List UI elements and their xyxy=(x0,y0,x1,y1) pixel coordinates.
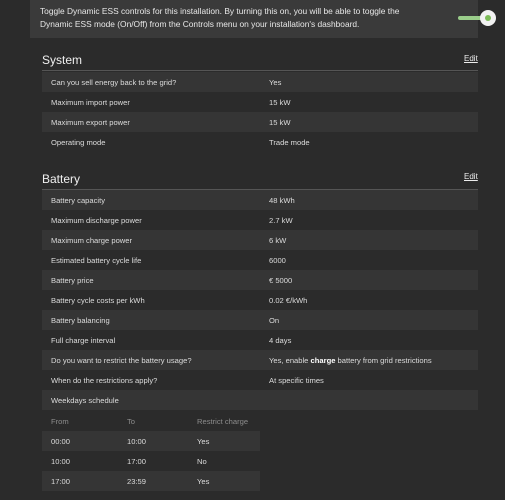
schedule-restrict: Yes xyxy=(197,437,210,446)
battery-row xyxy=(42,330,478,350)
row-label: Maximum charge power xyxy=(51,236,133,245)
battery-row xyxy=(42,390,478,410)
battery-row xyxy=(42,350,478,370)
row-label: Maximum export power xyxy=(51,118,130,127)
battery-section-title: Battery xyxy=(42,172,81,186)
row-label: Battery balancing xyxy=(51,316,110,325)
system-section-title: System xyxy=(42,53,83,67)
row-value: 15 kW xyxy=(269,118,291,127)
schedule-row xyxy=(42,471,260,491)
row-value: 6 kW xyxy=(269,236,287,245)
battery-row xyxy=(42,210,478,230)
row-value: On xyxy=(269,316,280,325)
system-row xyxy=(42,112,478,132)
battery-row xyxy=(42,270,478,290)
row-value: Yes xyxy=(269,78,282,87)
row-value: € 5000 xyxy=(269,276,293,285)
row-label: Battery capacity xyxy=(51,196,106,205)
battery-row xyxy=(42,190,478,210)
schedule-restrict: No xyxy=(197,457,207,466)
schedule-header-from: From xyxy=(51,417,69,426)
schedule-header-row xyxy=(42,411,260,431)
toggle-knob xyxy=(480,10,496,26)
system-row xyxy=(42,132,478,152)
schedule-from: 10:00 xyxy=(51,457,71,466)
row-value: 0.02 €/kWh xyxy=(269,296,308,305)
row-label: Operating mode xyxy=(51,138,106,147)
dynamic-ess-toggle[interactable] xyxy=(454,10,496,26)
schedule-row xyxy=(42,431,260,451)
schedule-to: 17:00 xyxy=(127,457,147,466)
value-text-bold: charge xyxy=(310,356,336,365)
system-divider xyxy=(42,70,478,71)
value-text-post: battery from grid restrictions xyxy=(335,356,432,365)
schedule-header-restrict: Restrict charge xyxy=(197,417,249,426)
battery-row xyxy=(42,310,478,330)
battery-row xyxy=(42,230,478,250)
battery-row xyxy=(42,370,478,390)
row-label: When do the restrictions apply? xyxy=(51,376,158,385)
system-edit-link[interactable]: Edit xyxy=(464,54,478,63)
battery-edit-link[interactable]: Edit xyxy=(464,172,478,181)
schedule-row xyxy=(42,451,260,471)
row-value: 2.7 kW xyxy=(269,216,293,225)
value-text-pre: Yes, enable xyxy=(269,356,311,365)
schedule-to: 23:59 xyxy=(127,477,147,486)
row-label: Maximum import power xyxy=(51,98,130,107)
schedule-from: 00:00 xyxy=(51,437,71,446)
row-label: Can you sell energy back to the grid? xyxy=(51,78,177,87)
row-label: Estimated battery cycle life xyxy=(51,256,142,265)
row-label: Weekdays schedule xyxy=(51,396,119,405)
banner-description: Toggle Dynamic ESS controls for this installation. By turning this on, you will be able to toggle the Dynamic ESS mode (On/Off) from the Controls menu on your installation's dashboard. xyxy=(40,6,400,29)
row-label: Do you want to restrict the battery usage? xyxy=(51,356,192,365)
row-label: Full charge interval xyxy=(51,336,116,345)
system-row xyxy=(42,72,478,92)
schedule-restrict: Yes xyxy=(197,477,210,486)
row-label: Battery cycle costs per kWh xyxy=(51,296,145,305)
row-label: Battery price xyxy=(51,276,94,285)
row-value: Trade mode xyxy=(269,138,310,147)
system-row xyxy=(42,92,478,112)
row-value: 6000 xyxy=(269,256,286,265)
row-value: 48 kWh xyxy=(269,196,295,205)
battery-row xyxy=(42,290,478,310)
schedule-to: 10:00 xyxy=(127,437,147,446)
row-value: 4 days xyxy=(269,336,292,345)
row-value: 15 kW xyxy=(269,98,291,107)
row-value: At specific times xyxy=(269,376,324,385)
row-label: Maximum discharge power xyxy=(51,216,142,225)
row-value xyxy=(269,356,432,365)
schedule-header-to: To xyxy=(127,417,136,426)
schedule-from: 17:00 xyxy=(51,477,71,486)
battery-row xyxy=(42,250,478,270)
dynamic-ess-banner xyxy=(30,0,478,38)
